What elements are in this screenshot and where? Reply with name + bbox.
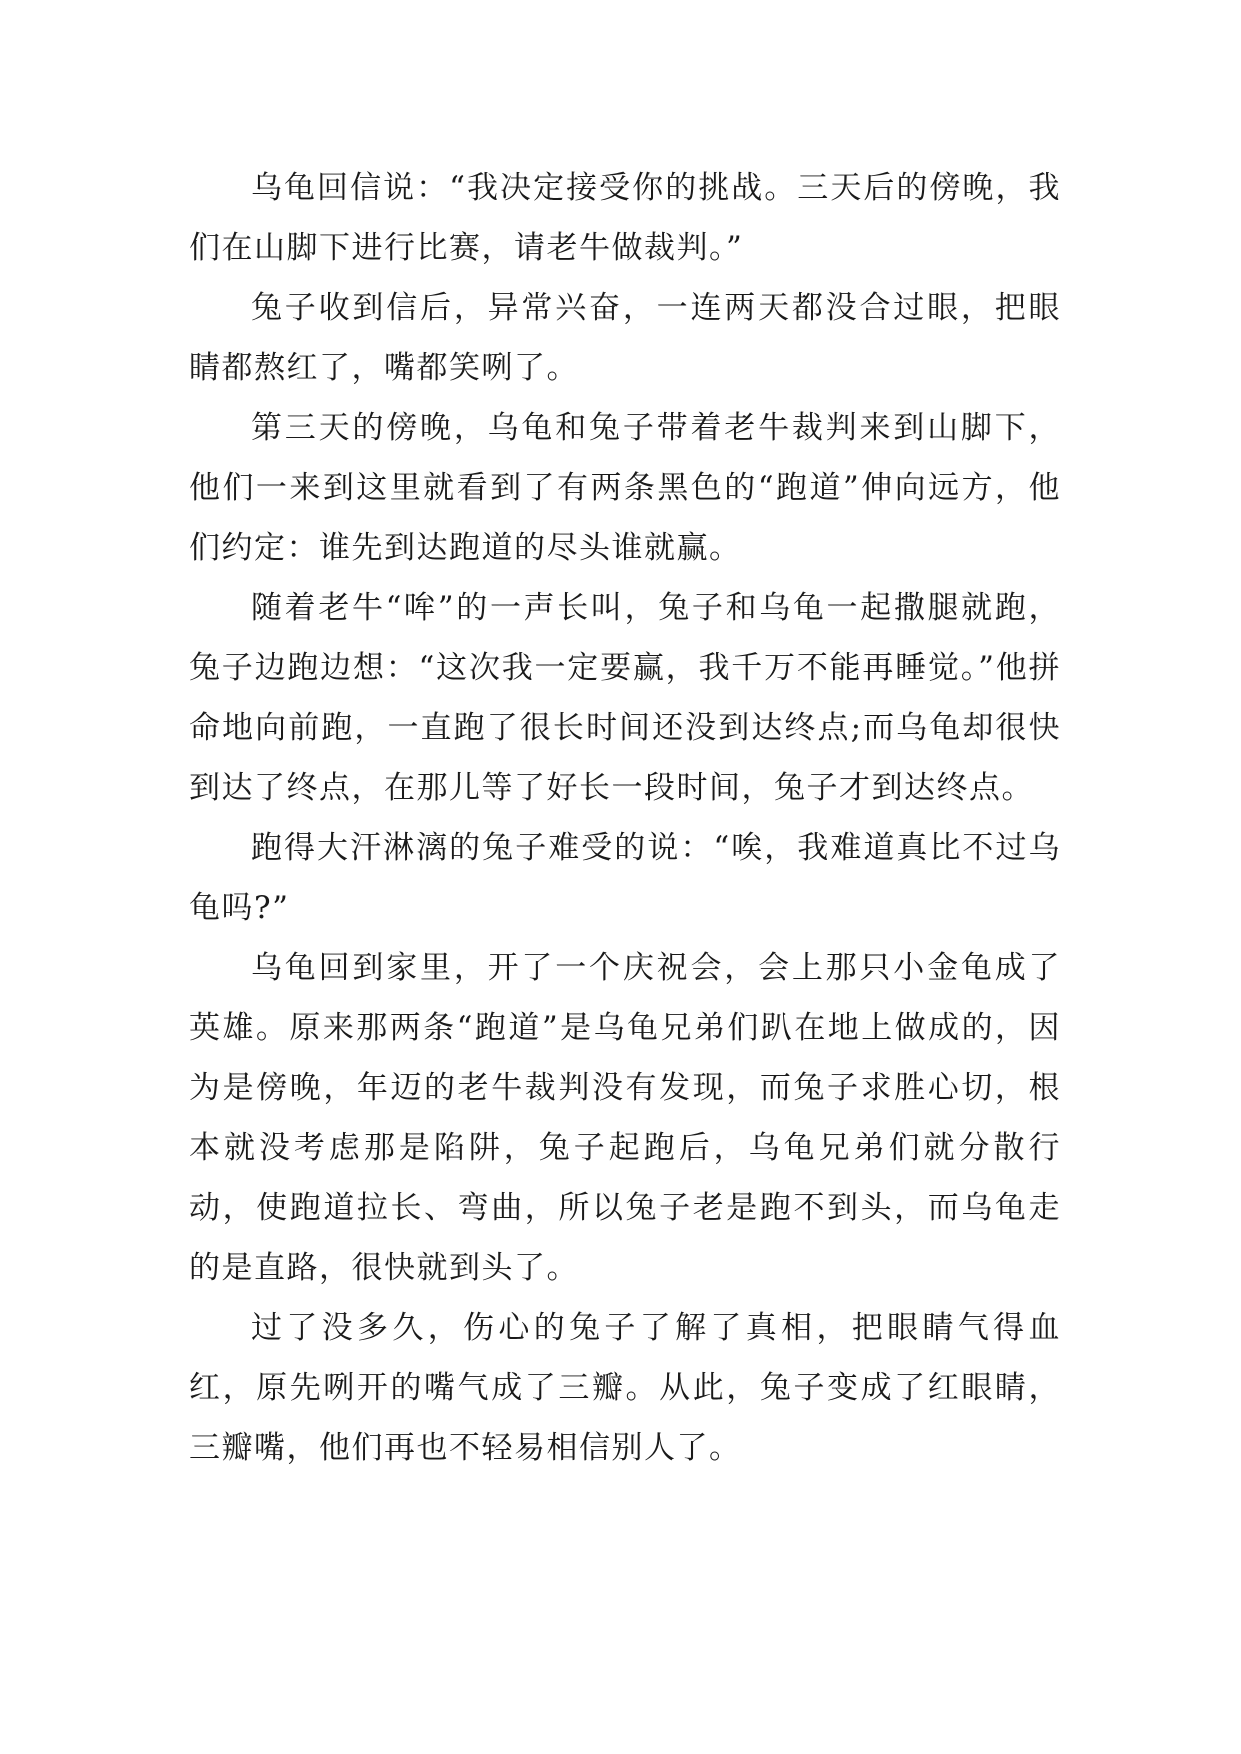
story-text [189,158,1061,1478]
paragraph-7: 过了没多久，伤心的兔子了解了真相，把眼睛气得血红，原先咧开的嘴气成了三瓣。从此，兔子变成了红眼睛，三瓣嘴，他们再也不轻易相信别人了。 [189,1310,1061,1466]
paragraph-2: 兔子收到信后，异常兴奋，一连两天都没合过眼，把眼睛都熬红了，嘴都笑咧了。 [189,290,1061,386]
paragraph-4: 随着老牛“哞”的一声长叫，兔子和乌龟一起撒腿就跑，兔子边跑边想：“这次我一定要赢，我千万不能再睡觉。”他拼命地向前跑，一直跑了很长时间还没到达终点;而乌龟却很快到达了终点，在那儿等了好长一段时间，兔子才到达终点。 [189,590,1061,806]
paragraph-6: 乌龟回到家里，开了一个庆祝会，会上那只小金龟成了英雄。原来那两条“跑道”是乌龟兄弟们趴在地上做成的，因为是傍晚，年迈的老牛裁判没有发现，而兔子求胜心切，根本就没考虑那是陷阱，兔子起跑后，乌龟兄弟们就分散行动，使跑道拉长、弯曲，所以兔子老是跑不到头，而乌龟走的是直路，很快就到头了。 [189,950,1061,1286]
paragraph-3: 第三天的傍晚，乌龟和兔子带着老牛裁判来到山脚下，他们一来到这里就看到了有两条黑色的“跑道”伸向远方，他们约定：谁先到达跑道的尽头谁就赢。 [189,410,1061,566]
paragraph-5: 跑得大汗淋漓的兔子难受的说：“唉，我难道真比不过乌龟吗?” [189,830,1061,926]
paragraph-1: 乌龟回信说：“我决定接受你的挑战。三天后的傍晚，我们在山脚下进行比赛，请老牛做裁判。” [189,170,1061,266]
